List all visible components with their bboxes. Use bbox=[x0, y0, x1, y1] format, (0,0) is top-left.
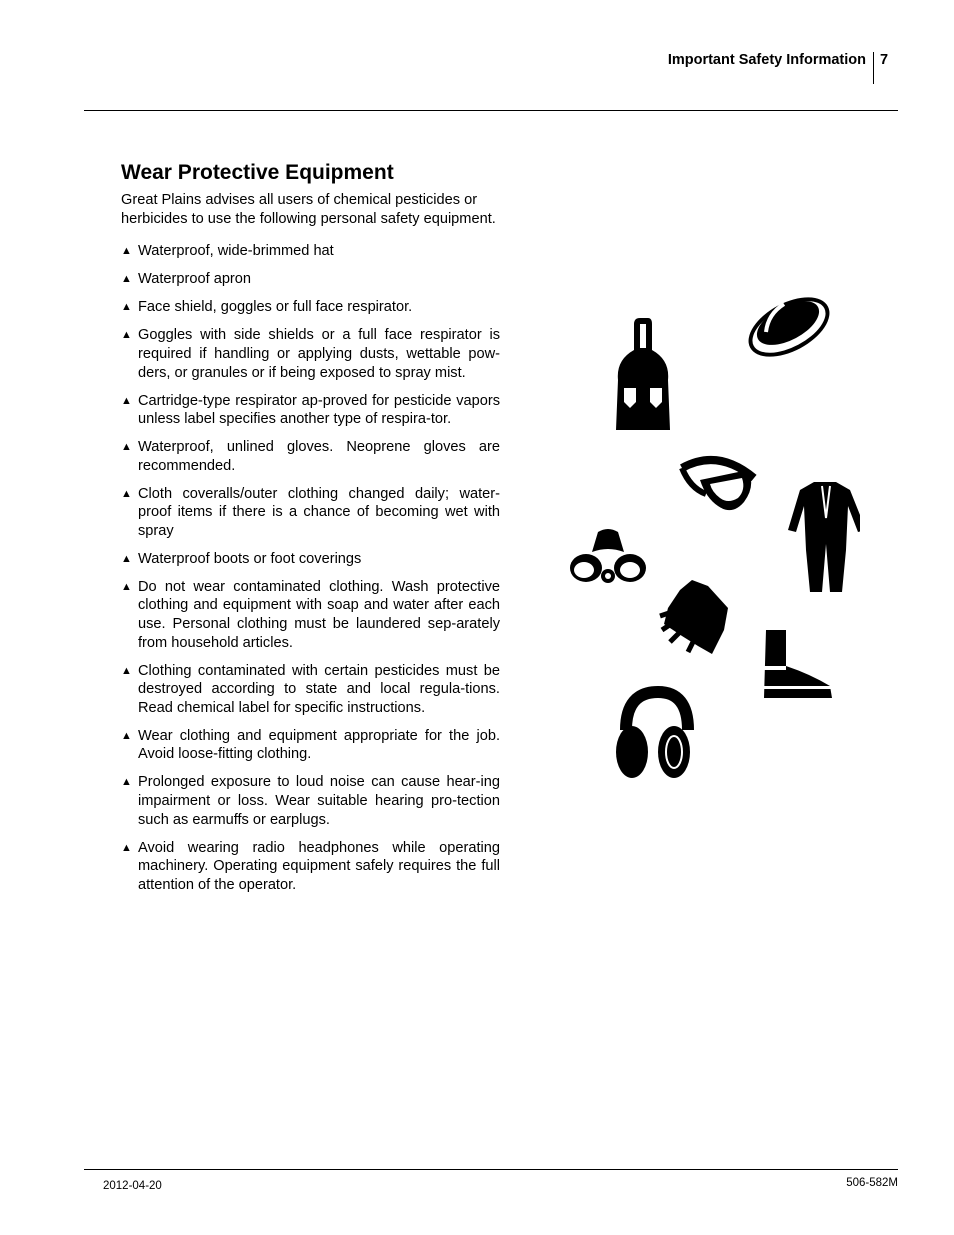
list-item bbox=[121, 392, 500, 429]
bottom-rule bbox=[84, 1169, 898, 1170]
bullet-triangle-icon: ▲ bbox=[121, 487, 132, 500]
top-rule bbox=[84, 110, 898, 111]
list-item-text: Prolonged exposure to loud noise can cause hear-ing impairment or loss. Wear suitable hearing pro-tection such as earmuffs or earplugs. bbox=[138, 774, 500, 828]
page-title: Wear Protective Equipment bbox=[121, 161, 394, 184]
list-item-text: Waterproof, wide-brimmed hat bbox=[138, 243, 334, 260]
list-item bbox=[121, 839, 500, 895]
footer-doc-code: 506-582M bbox=[846, 1177, 898, 1189]
list-item bbox=[121, 270, 500, 289]
list-item bbox=[121, 326, 500, 382]
list-item-text: Cloth coveralls/outer clothing changed daily; water-proof items if there is a chance of becoming wet with spray bbox=[138, 485, 500, 539]
list-item-text: Avoid wearing radio headphones while operating machinery. Operating equipment safely requires the full attention of the operator. bbox=[138, 839, 500, 893]
intro-paragraph: Great Plains advises all users of chemical pesticides or herbicides to use the following personal safety equipment. bbox=[121, 192, 496, 227]
bullet-triangle-icon: ▲ bbox=[121, 580, 132, 593]
header-section-title: Important Safety Information bbox=[667, 52, 866, 68]
list-item-text: Cartridge-type respirator ap-proved for pesticide vapors unless label specifies another type of respira-tor. bbox=[138, 392, 500, 428]
list-item bbox=[121, 578, 500, 652]
bullet-triangle-icon: ▲ bbox=[121, 329, 132, 342]
bullet-triangle-icon: ▲ bbox=[121, 441, 132, 454]
list-item-text: Waterproof boots or foot coverings bbox=[138, 550, 362, 567]
protective-equipment-illustration bbox=[560, 290, 860, 790]
list-item-text: Face shield, goggles or full face respirator. bbox=[138, 299, 413, 316]
equipment-list bbox=[121, 242, 500, 894]
list-item-text: Do not wear contaminated clothing. Wash protective clothing and equipment with soap and water after each use. Personal clothing must be laundered sep-arately from household articles. bbox=[138, 578, 500, 651]
list-item bbox=[121, 485, 500, 541]
page-number: 7 bbox=[880, 52, 889, 68]
hat-icon bbox=[739, 290, 839, 369]
bullet-triangle-icon: ▲ bbox=[121, 729, 132, 742]
boot-icon bbox=[764, 630, 832, 698]
bullet-triangle-icon: ▲ bbox=[121, 394, 132, 407]
list-item-text: Waterproof apron bbox=[138, 271, 252, 288]
coveralls-icon bbox=[788, 482, 860, 592]
bullet-triangle-icon: ▲ bbox=[121, 245, 132, 258]
list-item bbox=[121, 550, 500, 569]
bullet-triangle-icon: ▲ bbox=[121, 664, 132, 677]
main-content bbox=[121, 160, 500, 904]
bullet-triangle-icon: ▲ bbox=[121, 301, 132, 314]
bullet-triangle-icon: ▲ bbox=[121, 273, 132, 286]
list-item bbox=[121, 727, 500, 764]
list-item bbox=[121, 298, 500, 317]
footer-date: 2012-04-20 bbox=[103, 1180, 162, 1192]
bullet-triangle-icon: ▲ bbox=[121, 841, 132, 854]
bullet-triangle-icon: ▲ bbox=[121, 776, 132, 789]
bullet-triangle-icon: ▲ bbox=[121, 552, 132, 565]
earmuffs-icon bbox=[616, 692, 690, 778]
list-item-text: Wear clothing and equipment appropriate for the job. Avoid loose-fitting clothing. bbox=[138, 727, 500, 763]
list-item bbox=[121, 662, 500, 718]
header-divider bbox=[873, 52, 874, 84]
list-item-text: Clothing contaminated with certain pesticides must be destroyed according to state and local regula-tions. Read chemical label for specific instructions. bbox=[138, 662, 500, 716]
goggles-icon bbox=[682, 460, 754, 510]
list-item-text: Goggles with side shields or a full face respirator is required if handling or applying dusts, wettable pow-ders, or granules or if being exposed to spray mist. bbox=[138, 327, 500, 381]
respirator-icon bbox=[570, 529, 646, 583]
list-item bbox=[121, 438, 500, 475]
gloves-icon bbox=[660, 580, 728, 654]
list-item bbox=[121, 773, 500, 829]
list-item bbox=[121, 242, 500, 261]
list-item-text: Waterproof, unlined gloves. Neoprene gloves are recommended. bbox=[138, 439, 500, 474]
apron-icon bbox=[616, 318, 670, 430]
